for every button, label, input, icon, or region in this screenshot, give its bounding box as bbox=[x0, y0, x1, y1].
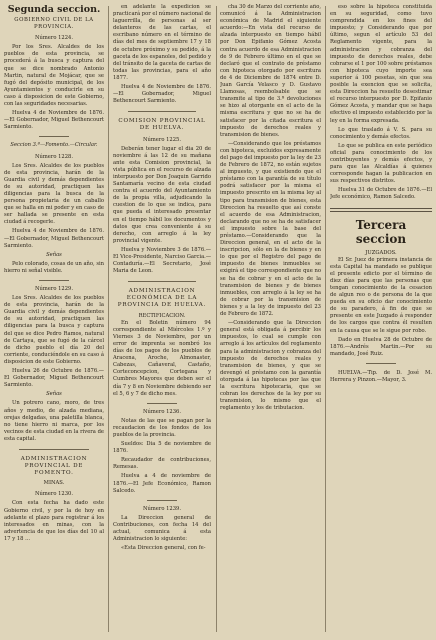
senas-text: Un potrero cano, moro, de tres años y medio, de alzada mediana, orejas delgadas, una paletilla blanca, no tiene hierro ni marca, por los vecinos de esta ciudad en la rivera de esta capital. bbox=[4, 400, 104, 442]
column-rule bbox=[325, 6, 326, 632]
divider bbox=[147, 403, 177, 404]
notice-body: Con esta fecha ha dado este Gobierno civil, y por la de hoy en adelante el plazo para registrar á los interesados en minas, con la advertencia de que los días del 10 al 17 y 18 ... bbox=[4, 500, 104, 542]
column-rule bbox=[108, 6, 109, 632]
notice-body: Los Sres. Alcaldes de los pueblos de esta provincia, harán de la Guardia civil y demás dependientes de su autoridad, practiquen las diligencias para la busca y captura del que se dice Pedro Ramos, natural de Cartaya, que se fugó de la cárcel de dicho pueblo el día 20 del corriente, conduciéndole en su caso á disposicion de este Gobierno. bbox=[4, 295, 104, 365]
divider bbox=[19, 449, 89, 450]
notice-signature: Huelva 4 de Noviembre de 1876.—El Gobernador, Miguel Bethencourt Sarmiento. bbox=[4, 110, 104, 131]
column-rule bbox=[216, 6, 217, 632]
notice-body: —Considerando que los préstamos con hipoteca, excluidos expresamente del pago del impuesto por la ley de 23 de Febrero de 1872, no están sujetos al impuesto, y que existiendo que el préstamo con la garantía de su título podrá satisfacer por la misma el impuesto prescrito en la misma ley al tipo para transmision de bienes, esta Direccion ha resuelto que así conste el acuerdo de esa Administracion, declarando que no se ha de satisfacer el impuesto sobre la base del préstamo.—Considerando que la Direccion general, en el acto de la inscripcion, sólo en la de bienes y en lo que por el Registro del pago de impuesto de bienes inmuebles se exigirá el tipo correspondiente que no se ha de cobrar y en el acto de la transmision de bienes y de bienes inmuebles, con arreglo á la ley se ha de cobrar por la transmision de bienes y a la ley de impuesto del 23 de Febrero de 1872. bbox=[220, 140, 321, 318]
notice-body: En el Boletin número 94 correspondiente al Miércoles 1.º y Viernes 3 de Noviembre, por un error de imprenta se nombró los días de los pagos de los pueblos de Aracena, Aroche, Almonaster, Cabezas, Cañaveral, Castaño, Corteconcepcion, Cortegana y Cumbres Mayores que deben ser el día 7 y 8 en Noviembre debiendo ser el 5, 6 y 7 de dicho mes. bbox=[113, 319, 211, 397]
notice-body: Lo que se publica en este periódico oficial para conocimiento de los contribuyentes y demás efectos, y para que las Alcaldías á quienes corresponde hagan la publicacion en sus respectivos distritos. bbox=[330, 142, 432, 185]
divider bbox=[366, 363, 396, 364]
column-1 bbox=[4, 4, 104, 636]
section-label: Seccion 3.ª—Fomento.—Circular. bbox=[10, 142, 98, 149]
notice-signature: Huelva 26 de Octubre de 1876.—El Gobernador, Miguel Bethencourt Sarmiento. bbox=[4, 368, 104, 389]
senas-label: Señas bbox=[46, 391, 62, 398]
notice-body: Los Sres. Alcaldes de los pueblos de esta provincia, harán de la Guardia civil y demás dependientes de su autoridad, practiquen las diligencias para la busca de la persona propietaria de un caballo que se halla en mi poder y en caso de ser hallada se presente en esta ciudad á recogerle. bbox=[4, 162, 104, 226]
notice-signature: Huelva a 4 de noviembre de 1876.—El Jefe Económico, Ramon Salcedo. bbox=[113, 473, 211, 494]
administration-title: ADMINISTRACION PROVINCIAL DE FOMENTO. bbox=[20, 455, 88, 477]
notice-signature: Huelva 31 de Octubre de 1876.—El Jefe económico, Ramon Salcedo. bbox=[330, 187, 432, 201]
notice-signature: Huelva 4 de Noviembre de 1876.—El Gobernador, Miguel Bethencourt Sarmiento. bbox=[4, 228, 104, 249]
notice-body: El Sr. Juez de primera instancia de esta Capital ha mandado se publique el presente edicto por el término de diez días para que las personas que tengan conocimiento de la cesacion de algun reo o de persona de la que pueda en su oficio dar conocimiento de su paradero, á fin de que se presente en este Juzgado á responder de los cargos que contra él resulten en la causa que se le sigue por robo. bbox=[330, 256, 432, 334]
notice-body: Sueldos: Dia 5 de noviembre de 1876. bbox=[113, 441, 211, 455]
notice-body: Por los Sres. Alcaldes de los pueblos de esta provincia, se procederá á la busca y captura del que se dice nombrado Antonio Martin, natural de Mojácar, que se fugó del depósito municipal, de los Ayuntamientos y conducirle en su caso á disposicion de este Gobierno, con las seguridades necesarias. bbox=[4, 44, 104, 108]
notice-body: Notas de las que se pagan por la recaudacion de los fondos de los pueblos de la provincia. bbox=[113, 417, 211, 438]
rectification-label: RECTIFICACION. bbox=[138, 312, 186, 319]
section-subheading: GOBIERNO CIVIL DE LA PROVINCIA. bbox=[14, 17, 94, 31]
notice-number: Número 1228. bbox=[35, 153, 73, 160]
senas-label: Señas bbox=[46, 251, 62, 258]
column-2 bbox=[113, 4, 211, 636]
notice-number: Número 1239. bbox=[143, 505, 181, 512]
printer-imprint: HUELVA.—Tip. de D. José M. Herrera y Pinzon.—Mayor, 3. bbox=[330, 369, 432, 384]
notice-number: Número 1224. bbox=[35, 35, 73, 42]
divider bbox=[147, 500, 177, 501]
notice-body: «Esta Direccion general, con fe- bbox=[121, 545, 206, 552]
notice-body: en adelante la expedicion se practicará por el número nacional de laguerrilla, de personas al ser delanteros de las cartas, el escribano número en el término de días del mes de septiembre 17 y 18 de octubre próximo y su pedido, á la gaceta de los espanoles, del pedido y del tránsito de la gaceta de cartas de todas las provincias, para el año 1877. bbox=[113, 4, 211, 81]
notice-body: cha 30 de Marzo del corriente año, comunicó á la Administracion económica de Madrid el siguiente acuerdo:—En vista del recurso de alzada interpuesto en tiempo hábil por Don Epifanio Gómez Acosta contra acuerdo de esa Administracion de 9 de Febrero último en el que se declaró que el contrato de préstamo con hipoteca otorgado por escritura de 4 de Diciembre de 1874 entre D. Juan García Velasco y D. Gustavo Llamosas, reembolsable que se transmite al tipo de 3.ª devoluciones se hizo al otorgante en el acto de la misma escritura y que no se ha de satisfacer por la citada escritura el impuesto de derechos reales y transmision de bienes. bbox=[220, 4, 321, 138]
minas-label: MINAS. bbox=[43, 480, 65, 487]
notice-number: Número 1229. bbox=[35, 286, 73, 292]
notice-number: Número 1225. bbox=[143, 136, 181, 143]
notice-body: Lo que traslado á V. S. para su conocimiento y demás efectos. bbox=[330, 126, 432, 140]
notice-body: Recaudador de contribuciones, Remesas. bbox=[113, 457, 211, 471]
senas-text: Pelo colorado, cosas de un año, sin hierro ni señal visible. bbox=[4, 260, 104, 274]
notice-body: La Direccion general de Contribuciones, con fecha 14 del actual, comunica á esta Administracion lo siguiente: bbox=[113, 514, 211, 543]
commission-title: COMISION PROVINCIAL DE HUELVA. bbox=[118, 118, 206, 132]
column-3 bbox=[220, 4, 321, 636]
notice-number: Número 1236. bbox=[143, 408, 181, 415]
divider bbox=[128, 281, 197, 282]
column-4 bbox=[330, 4, 432, 636]
notice-body: Deberán tener lugar el dia 20 de noviembre á las 12 de su mañana ante esta Comision provincial, la vista pública en el recurso de alzada interpuesto por Don Joaquin Garrido Santamaría vecino de esta ciudad contra el acuerdo del Ayuntamiento de la propia villa, adjudicando la cuestion de lo que se indica, para que pueda el interesado presentar en el tiempo hábil los documentos y datos que crea conveniente á su derecho, con arreglo á la ley provincial vigente. bbox=[113, 145, 211, 244]
notice-signature: Huelva y Noviembre 3 de 1876.—El Vice-Presidente, Narciso Garcia.—Contaduría.—El Secretario, José Maria de Leon. bbox=[113, 246, 211, 275]
section-heading: Segunda seccion. bbox=[7, 4, 101, 15]
divider bbox=[128, 111, 197, 112]
notice-body: —Considerando que la Direccion general está obligada á percibir los impuestos, lo cual se cumple con arreglo á los artículos del reglamento para la administracion y cobranza del impuesto de derechos reales y transmision de bienes, y que se devengó el préstamo con la garantía otorgada á las hipotecas por las que la escritura hipotecaria, que se cobran los derechos de la ley por su transmision, lo mismo que el reglamento y los de tributacion. bbox=[220, 320, 321, 412]
notice-signature: Huelva 4 de Noviembre de 1876.—El Gobernador, Miguel Bethencourt Sarmiento. bbox=[113, 84, 211, 105]
double-rule bbox=[330, 208, 432, 212]
divider bbox=[39, 280, 69, 281]
notice-signature: Dado en Huelva 28 de Octubre de 1876.—Andrés Martin.—Por su mandado, José Ruiz. bbox=[330, 336, 432, 357]
notice-body: eso sobre la hipoteca constituida en su seguridad, como tuvo comprendida en los fines del impuesto; y Considerando que por último, segun el artículo 53 del Reglamento vigente, para la administracion y cobranza del impuesto de derechos reales, debe cobrarse el 1 por 100 sobre préstamos con hipoteca cuyo importe sea superior á 100 pesetas, sin que sea posible la exencion que se solicita, esta Direccion ha resuelto desestimar el recurso interpuesto por D. Epifanio Gómez Acosta, y mandar que se haga efectivo el impuesto establecido por la ley en la forma expresada. bbox=[330, 4, 432, 124]
section-heading: Tercera seccion bbox=[355, 217, 407, 246]
juzgados-label: JUZGADOS. bbox=[365, 249, 397, 256]
administration-title: ADMINISTRACION ECONÓMICA DE LA PROVINCIA DE HUELVA. bbox=[117, 288, 207, 309]
notice-number: Número 1230. bbox=[35, 491, 73, 498]
divider bbox=[39, 136, 69, 137]
